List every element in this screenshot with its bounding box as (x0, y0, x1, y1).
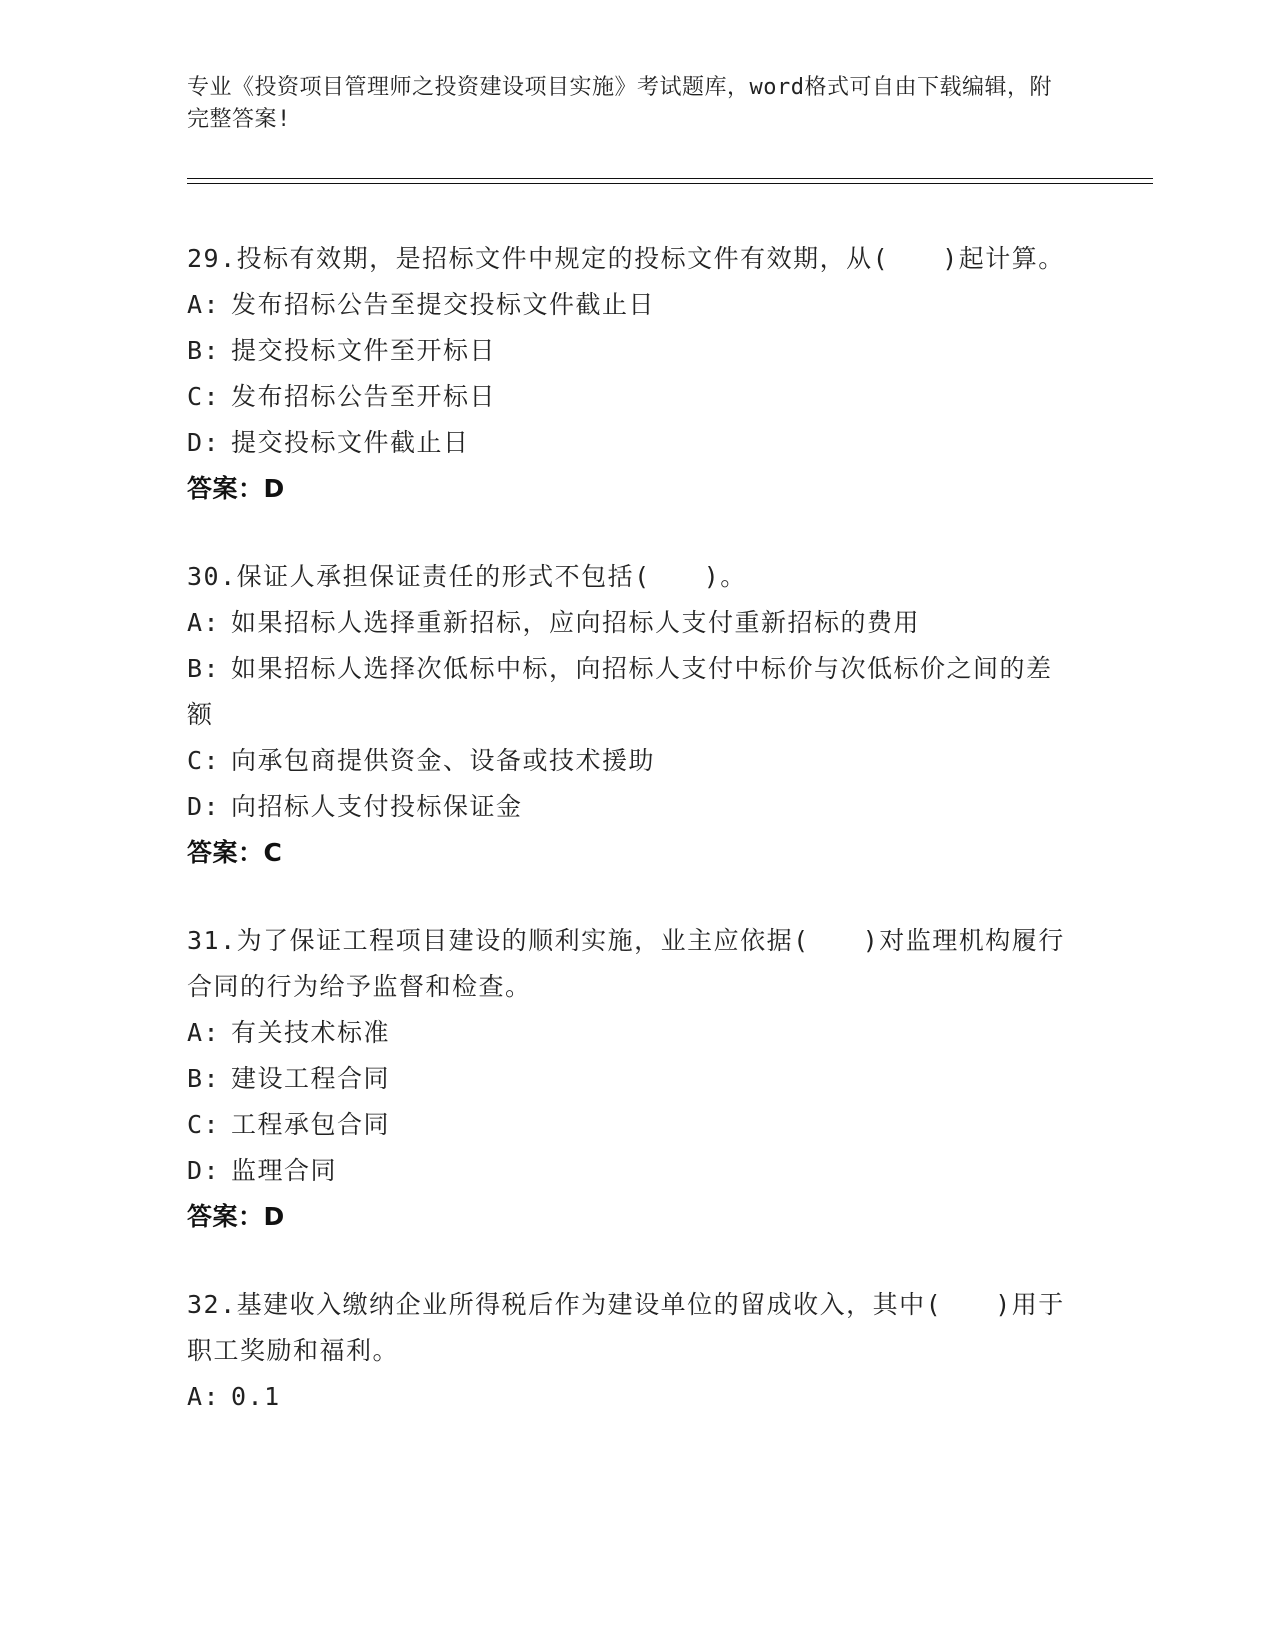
question-29 (187, 236, 1067, 512)
question-stem: 30.保证人承担保证责任的形式不包括( )。 (187, 562, 747, 591)
question-32 (187, 1282, 1067, 1420)
document-header (187, 72, 1067, 136)
option-key: A: (187, 290, 221, 319)
option-text: 0.1 (231, 1382, 281, 1411)
option-c (187, 1102, 1067, 1148)
option-key: C: (187, 382, 221, 411)
question-stem: 32.基建收入缴纳企业所得税后作为建设单位的留成收入，其中( )用于职工奖励和福利。 (187, 1290, 1065, 1365)
option-key: B: (187, 654, 221, 683)
option-text: 如果招标人选择重新招标，应向招标人支付重新招标的费用 (231, 608, 921, 637)
option-key: D: (187, 1156, 221, 1185)
option-b (187, 328, 1067, 374)
option-text: 提交投标文件截止日 (231, 428, 470, 457)
option-a (187, 1374, 1067, 1420)
option-b (187, 1056, 1067, 1102)
option-key: C: (187, 746, 221, 775)
option-text: 如果招标人选择次低标中标，向招标人支付中标价与次低标价之间的差额 (187, 654, 1053, 729)
option-a (187, 600, 1067, 646)
option-c (187, 738, 1067, 784)
header-divider-top (187, 178, 1153, 179)
answer-label: 答案：C (187, 838, 283, 867)
option-d (187, 784, 1067, 830)
option-text: 向承包商提供资金、设备或技术援助 (231, 746, 656, 775)
option-key: A: (187, 1018, 221, 1047)
option-key: B: (187, 336, 221, 365)
option-a (187, 1010, 1067, 1056)
option-text: 提交投标文件至开标日 (231, 336, 497, 365)
option-text: 监理合同 (231, 1156, 338, 1185)
option-key: D: (187, 428, 221, 457)
answer-label: 答案：D (187, 474, 285, 503)
question-stem: 31.为了保证工程项目建设的顺利实施，业主应依据( )对监理机构履行合同的行为给予监督和检查。 (187, 926, 1065, 1001)
answer-label: 答案：D (187, 1202, 285, 1231)
option-key: B: (187, 1064, 221, 1093)
question-31 (187, 918, 1067, 1240)
option-b (187, 646, 1067, 738)
option-text: 工程承包合同 (231, 1110, 391, 1139)
option-d (187, 1148, 1067, 1194)
option-d (187, 420, 1067, 466)
option-text: 向招标人支付投标保证金 (231, 792, 523, 821)
header-divider-bottom (187, 183, 1153, 184)
option-key: A: (187, 608, 221, 637)
question-30 (187, 554, 1067, 876)
option-c (187, 374, 1067, 420)
option-key: D: (187, 792, 221, 821)
option-a (187, 282, 1067, 328)
question-stem: 29.投标有效期，是招标文件中规定的投标文件有效期，从( )起计算。 (187, 244, 1065, 273)
option-text: 发布招标公告至开标日 (231, 382, 497, 411)
header-intro-text: 专业《投资项目管理师之投资建设项目实施》考试题库，word格式可自由下载编辑，附完整答案! (187, 75, 1052, 132)
option-key: A: (187, 1382, 221, 1411)
option-key: C: (187, 1110, 221, 1139)
option-text: 有关技术标准 (231, 1018, 391, 1047)
question-list (187, 236, 1067, 1462)
option-text: 发布招标公告至提交投标文件截止日 (231, 290, 656, 319)
option-text: 建设工程合同 (231, 1064, 391, 1093)
